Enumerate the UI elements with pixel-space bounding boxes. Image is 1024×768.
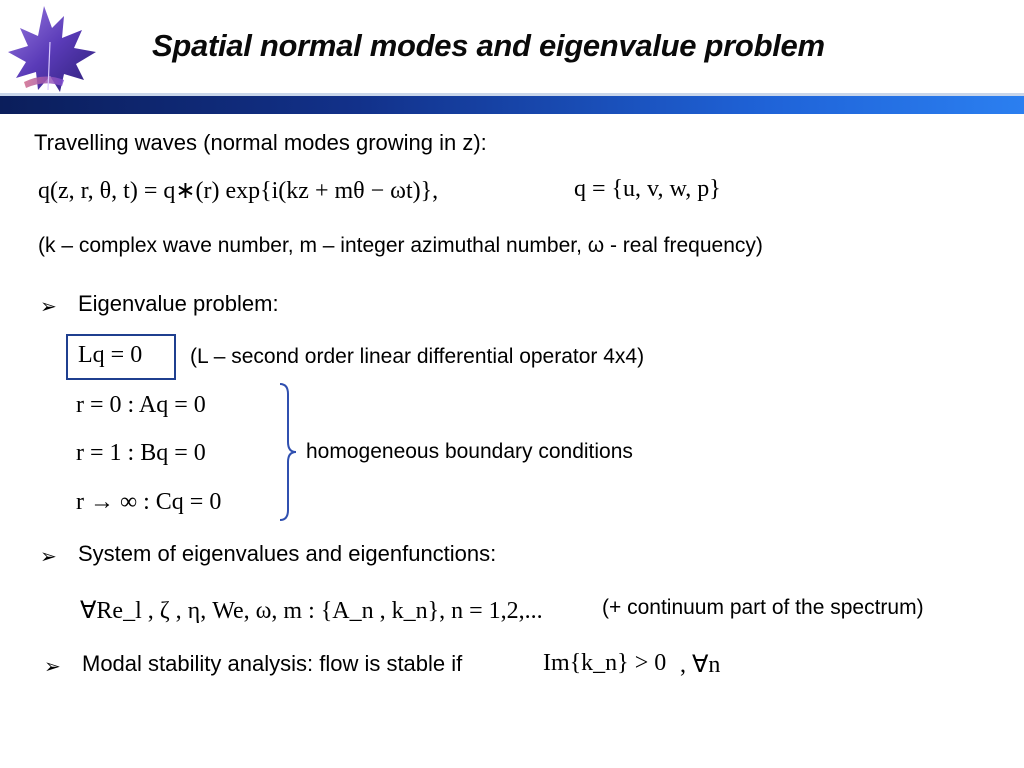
parameter-note: (k – complex wave number, m – integer azimuthal number, ω - real frequency) xyxy=(38,234,763,257)
bullet-arrow-icon: ➢ xyxy=(44,656,61,678)
bc-r1: r = 1 : Bq = 0 xyxy=(76,440,206,466)
continuum-note: (+ continuum part of the spectrum) xyxy=(602,596,924,619)
eigenvalue-problem-heading: Eigenvalue problem: xyxy=(78,291,279,316)
normal-mode-formula: q(z, r, θ, t) = q∗(r) exp{i(kz + mθ − ωt)}, xyxy=(38,178,439,204)
bc-label: homogeneous boundary conditions xyxy=(306,440,633,463)
page-title: Spatial normal modes and eigenvalue problem xyxy=(152,28,825,63)
eigen-system-heading: System of eigenvalues and eigenfunctions: xyxy=(78,541,497,566)
stability-condition: Im{k_n} > 0 xyxy=(543,650,667,676)
stability-forall: , ∀n xyxy=(680,652,721,678)
bc-rinf: r → ∞ : Cq = 0 xyxy=(76,489,222,515)
right-brace-icon xyxy=(278,382,302,522)
boxed-equation: Lq = 0 xyxy=(78,342,143,368)
header-bar xyxy=(0,96,1024,114)
operator-note: (L – second order linear differential operator 4x4) xyxy=(190,345,645,368)
stability-heading: Modal stability analysis: flow is stable if xyxy=(82,651,463,676)
travelling-waves-label: Travelling waves (normal modes growing in z): xyxy=(34,130,487,155)
maple-leaf-icon xyxy=(4,2,104,96)
eigen-system-formula: ∀Re_l , ζ , η, We, ω, m : {A_n , k_n}, n = 1,2,... xyxy=(80,598,543,624)
state-vector-formula: q = {u, v, w, p} xyxy=(574,176,721,202)
bullet-arrow-icon: ➢ xyxy=(40,296,57,318)
bullet-arrow-icon: ➢ xyxy=(40,546,57,568)
bc-r0: r = 0 : Aq = 0 xyxy=(76,392,206,418)
